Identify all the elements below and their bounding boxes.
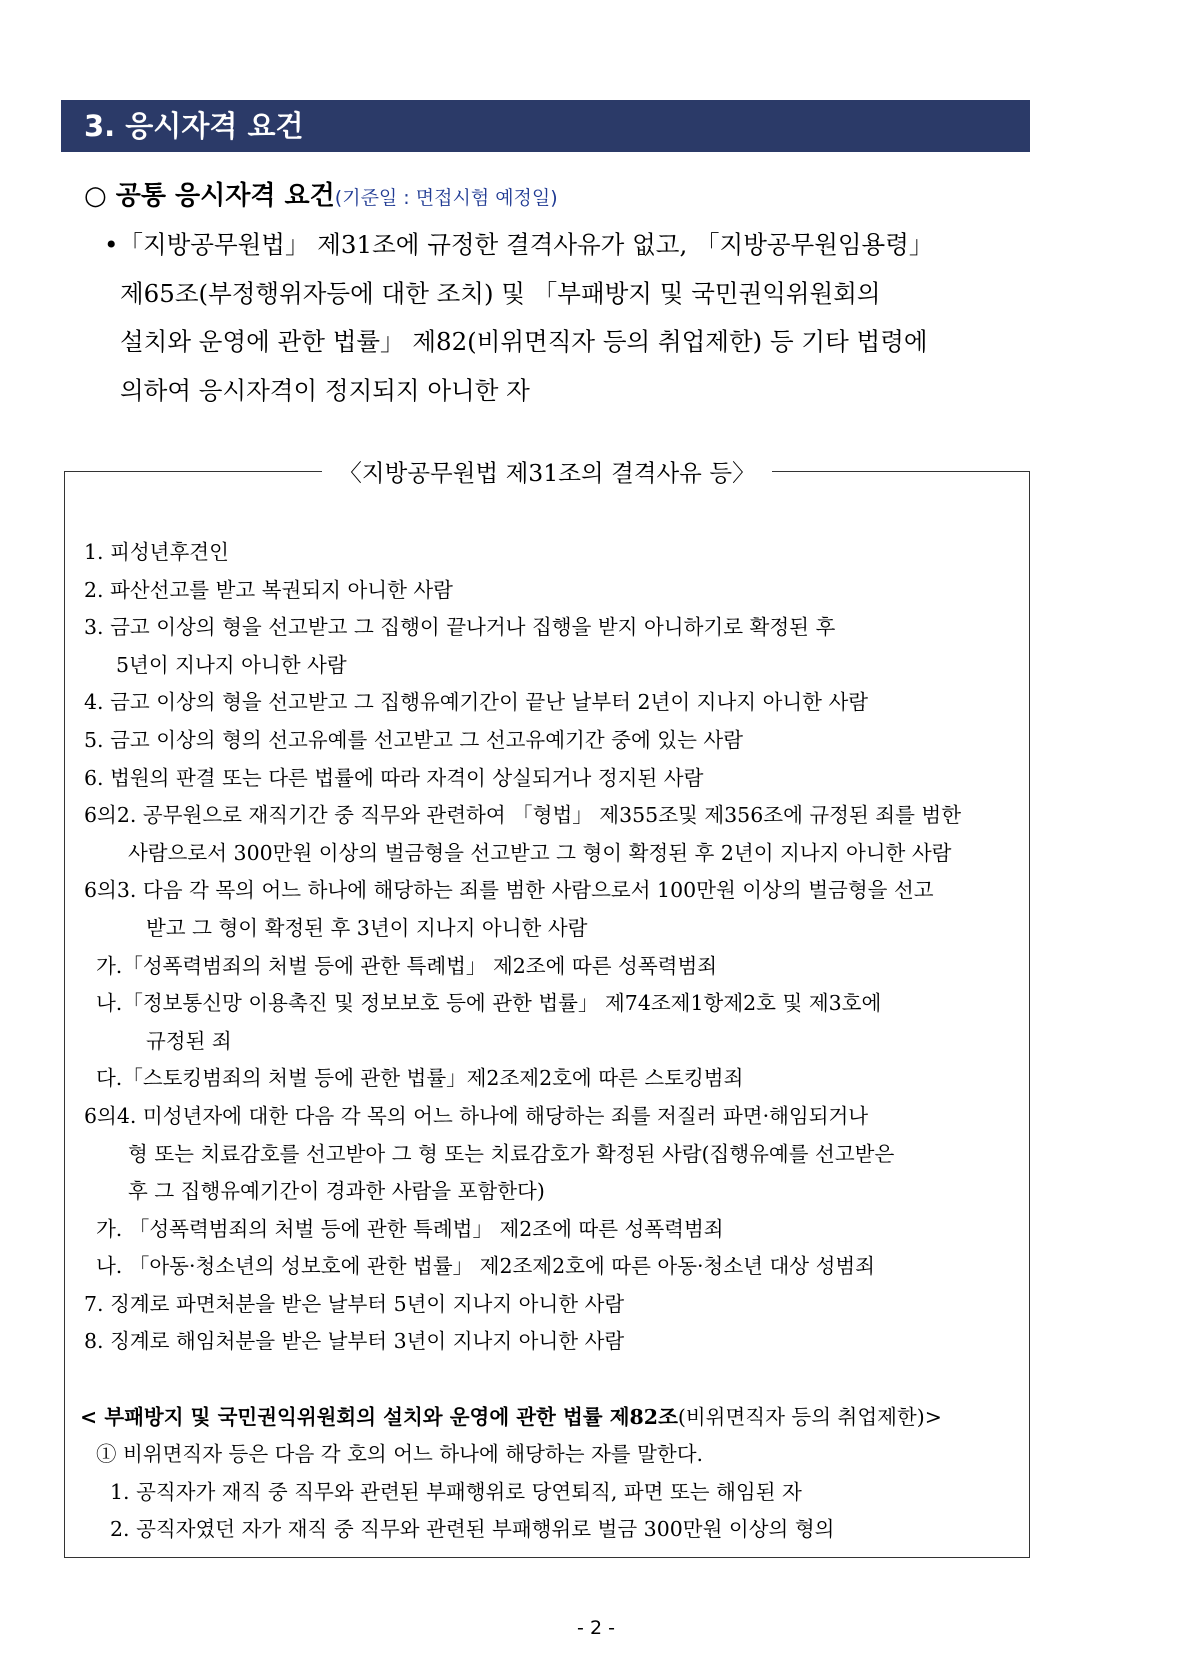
paragraph-line: 의하여 응시자격이 정지되지 아니한 자 bbox=[120, 375, 530, 405]
section-title: 3. 응시자격 요건 bbox=[61, 100, 1030, 152]
subheading-note: (기준일 : 면접시험 예정일) bbox=[334, 187, 558, 209]
page-number: - 2 - bbox=[577, 1617, 615, 1639]
list-item: 사람으로서 300만원 이상의 벌금형을 선고받고 그 형이 확정된 후 2년이 지나지 아니한 사람 bbox=[128, 840, 952, 865]
paragraph-line: 제65조(부정행위자등에 대한 조치) 및 「부패방지 및 국민권익위원회의 bbox=[120, 278, 881, 308]
list-item: 나. 「아동·청소년의 성보호에 관한 법률」 제2조제2호에 따른 아동·청소년 대상 성범죄 bbox=[96, 1254, 875, 1279]
list-item: 5. 금고 이상의 형의 선고유예를 선고받고 그 선고유예기간 중에 있는 사람 bbox=[84, 727, 744, 752]
list-item: 2. 파산선고를 받고 복권되지 아니한 사람 bbox=[84, 577, 453, 602]
list-item: 5년이 지나지 아니한 사람 bbox=[116, 652, 347, 677]
bullet-icon: • bbox=[104, 230, 119, 259]
eligibility-paragraph bbox=[104, 221, 1084, 415]
list-item: ① 비위면직자 등은 다음 각 호의 어느 하나에 해당하는 자를 말한다. bbox=[96, 1442, 704, 1467]
box-body bbox=[80, 534, 1019, 1549]
list-item: 나.「정보통신망 이용촉진 및 정보보호 등에 관한 법률」 제74조제1항제2호 및 제3호에 bbox=[96, 991, 882, 1016]
list-item: 4. 금고 이상의 형을 선고받고 그 집행유예기간이 끝난 날부터 2년이 지나지 아니한 사람 bbox=[84, 690, 869, 715]
list-item: 형 또는 치료감호를 선고받아 그 형 또는 치료감호가 확정된 사람(집행유예를 선고받은 bbox=[128, 1141, 895, 1166]
circle-bullet-icon: ○ bbox=[84, 181, 107, 211]
box-title: 〈지방공무원법 제31조의 결격사유 등〉 bbox=[65, 454, 1029, 488]
list-item: 가.「성폭력범죄의 처벌 등에 관한 특례법」 제2조에 따른 성폭력범죄 bbox=[96, 953, 718, 978]
list-item: 6의4. 미성년자에 대한 다음 각 목의 어느 하나에 해당하는 죄를 저질러 파면·해임되거나 bbox=[84, 1103, 869, 1128]
list-item: 후 그 집행유예기간이 경과한 사람을 포함한다) bbox=[128, 1179, 545, 1204]
list-item: 1. 공직자가 재직 중 직무와 관련된 부패행위로 당연퇴직, 파면 또는 해임된 자 bbox=[110, 1479, 802, 1504]
list-item: 3. 금고 이상의 형을 선고받고 그 집행이 끝나거나 집행을 받지 아니하기로 확정된 후 bbox=[84, 615, 836, 640]
list-item: 6의2. 공무원으로 재직기간 중 직무와 관련하여 「형법」 제355조및 제356조에 규정된 죄를 범한 bbox=[84, 803, 962, 828]
spacer bbox=[84, 1361, 1019, 1399]
list-item: 8. 징계로 해임처분을 받은 날부터 3년이 지나지 아니한 사람 bbox=[84, 1329, 625, 1354]
list-item: 1. 피성년후견인 bbox=[84, 540, 229, 564]
list-item: 규정된 죄 bbox=[146, 1028, 232, 1053]
list-item: 7. 징계로 파면처분을 받은 날부터 5년이 지나지 아니한 사람 bbox=[84, 1291, 625, 1316]
list-item: 2. 공직자였던 자가 재직 중 직무와 관련된 부패행위로 벌금 300만원 이상의 형의 bbox=[110, 1517, 835, 1542]
box-subtitle: < 부패방지 및 국민권익위원회의 설치와 운영에 관한 법률 제82조(비위면직자 등의 취업제한)> bbox=[80, 1404, 942, 1429]
list-item: 6. 법원의 판결 또는 다른 법률에 따라 자격이 상실되거나 정지된 사람 bbox=[84, 765, 704, 790]
list-item: 6의3. 다음 각 목의 어느 하나에 해당하는 죄를 범한 사람으로서 100만원 이상의 벌금형을 선고 bbox=[84, 878, 934, 903]
paragraph-line: •「지방공무원법」 제31조에 규정한 결격사유가 없고, 「지방공무원임용령」 bbox=[104, 230, 934, 259]
disqualification-box bbox=[64, 459, 1030, 1558]
subheading-title: 공통 응시자격 요건 bbox=[115, 181, 335, 211]
list-item: 가. 「성폭력범죄의 처벌 등에 관한 특례법」 제2조에 따른 성폭력범죄 bbox=[96, 1216, 724, 1241]
list-item: 다.「스토킹범죄의 처벌 등에 관한 법률」제2조제2호에 따른 스토킹범죄 bbox=[96, 1066, 744, 1091]
paragraph-line: 설치와 운영에 관한 법률」 제82(비위면직자 등의 취업제한) 등 기타 법령에 bbox=[120, 327, 928, 356]
list-item: 받고 그 형이 확정된 후 3년이 지나지 아니한 사람 bbox=[146, 915, 588, 940]
subheading bbox=[84, 178, 558, 216]
